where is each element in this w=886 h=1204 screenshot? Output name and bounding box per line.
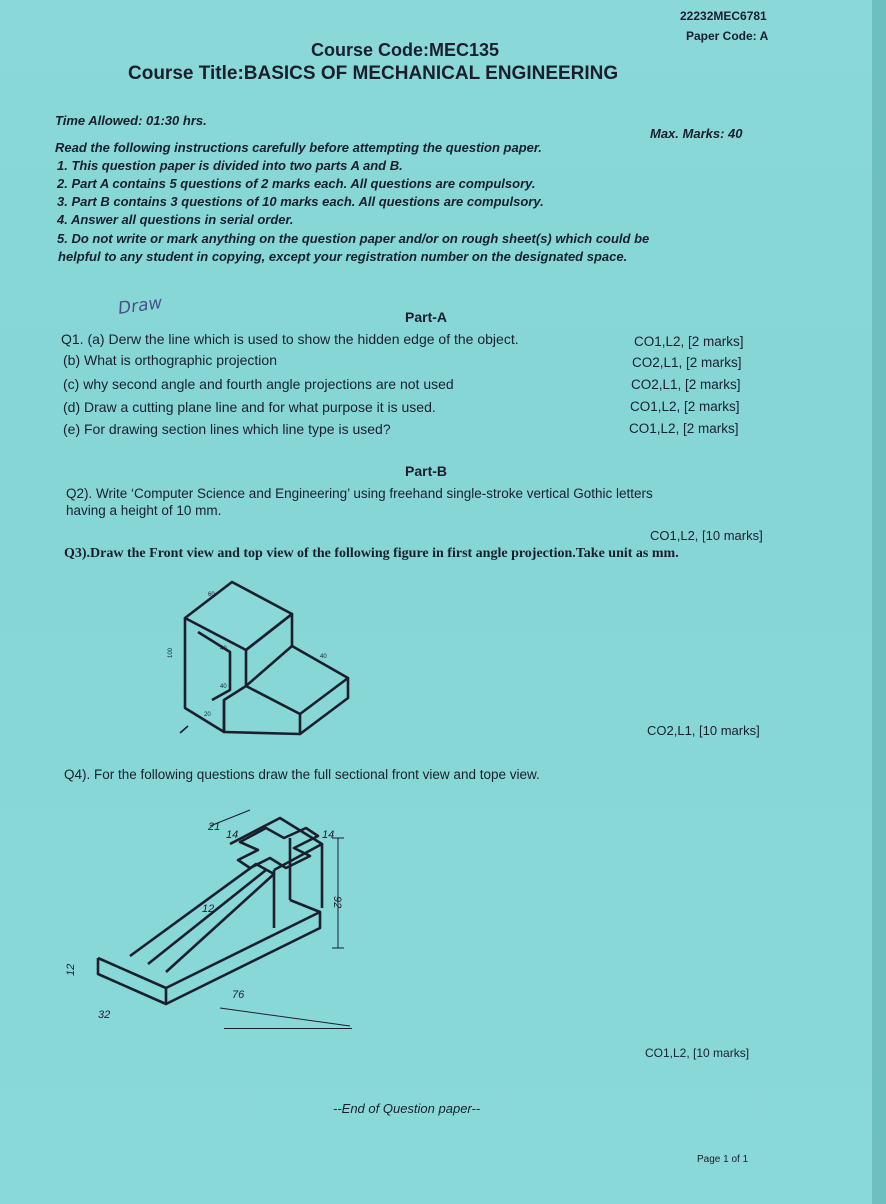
dim-label: 14 (322, 829, 335, 841)
dim-label: 20 (204, 712, 211, 718)
dim-label: 40 (220, 646, 227, 652)
figure-q3-isometric (160, 578, 370, 738)
marks-q2: CO1,L2, [10 marks] (650, 528, 763, 543)
marks-q1c: CO2,L1, [2 marks] (631, 377, 741, 392)
instruction-item: 5. Do not write or mark anything on the question paper and/or on rough sheet(s) which could be (57, 231, 650, 246)
question-q2-cont: having a height of 10 mm. (66, 503, 222, 518)
dim-label: 76 (232, 989, 245, 1001)
dim-label: 92 (331, 896, 343, 909)
paper-code: Paper Code: A (686, 29, 769, 43)
question-q4: Q4). For the following questions draw the full sectional front view and tope view. (64, 767, 540, 782)
dim-label: 100 (168, 647, 174, 658)
handwritten-note: Draw (116, 293, 164, 319)
rule (224, 1028, 352, 1029)
max-marks: Max. Marks: 40 (650, 126, 743, 141)
dim-label: 21 (208, 821, 221, 833)
instruction-item: helpful to any student in copying, except your registration number on the designated space. (58, 249, 628, 264)
course-title: Course Title:BASICS OF MECHANICAL ENGINEERING (128, 63, 619, 84)
instruction-item: 3. Part B contains 3 questions of 10 marks each. All questions are compulsory. (57, 194, 544, 209)
instruction-item: 4. Answer all questions in serial order. (57, 212, 294, 227)
question-q1e: (e) For drawing section lines which line type is used? (63, 421, 391, 437)
part-b-heading: Part-B (405, 463, 448, 479)
dim-label: 12 (65, 963, 77, 976)
exam-code: 22232MEC6781 (680, 9, 767, 23)
part-a-heading: Part-A (405, 309, 448, 325)
dim-label: 40 (320, 654, 327, 660)
time-allowed: Time Allowed: 01:30 hrs. (55, 113, 207, 128)
question-q1a: Q1. (a) Derw the line which is used to show the hidden edge of the object. (61, 331, 519, 347)
question-q3: Q3).Draw the Front view and top view of the following figure in first angle projection.Take unit as mm. (64, 546, 679, 561)
marks-q1e: CO1,L2, [2 marks] (629, 421, 739, 436)
dim-label: 60 (208, 592, 215, 598)
instruction-item: 2. Part A contains 5 questions of 2 marks each. All questions are compulsory. (57, 176, 536, 191)
page-number: Page 1 of 1 (697, 1154, 749, 1165)
marks-q1d: CO1,L2, [2 marks] (630, 399, 740, 414)
course-code: Course Code:MEC135 (311, 40, 500, 60)
paper-edge (872, 0, 886, 1204)
instruction-item: 1. This question paper is divided into two parts A and B. (57, 158, 403, 173)
dim-label: 32 (98, 1009, 111, 1021)
question-q1b: (b) What is orthographic projection (63, 352, 277, 368)
figure-q4-isometric (65, 808, 370, 1038)
dim-label: 14 (226, 829, 239, 841)
question-q1c: (c) why second angle and fourth angle projections are not used (63, 376, 454, 392)
question-q1d: (d) Draw a cutting plane line and for what purpose it is used. (63, 399, 436, 415)
dim-label: 40 (220, 684, 227, 690)
end-of-paper: --End of Question paper-- (333, 1101, 481, 1116)
dim-label: 12 (202, 903, 215, 915)
marks-q4: CO1,L2, [10 marks] (645, 1046, 750, 1060)
marks-q3: CO2,L1, [10 marks] (647, 723, 760, 738)
marks-q1a: CO1,L2, [2 marks] (634, 334, 744, 349)
marks-q1b: CO2,L1, [2 marks] (632, 355, 742, 370)
instructions-intro: Read the following instructions carefully before attempting the question paper. (55, 140, 542, 155)
question-q2: Q2). Write ‘Computer Science and Engineering’ using freehand single-stroke vertical Gothic letters (66, 486, 653, 501)
